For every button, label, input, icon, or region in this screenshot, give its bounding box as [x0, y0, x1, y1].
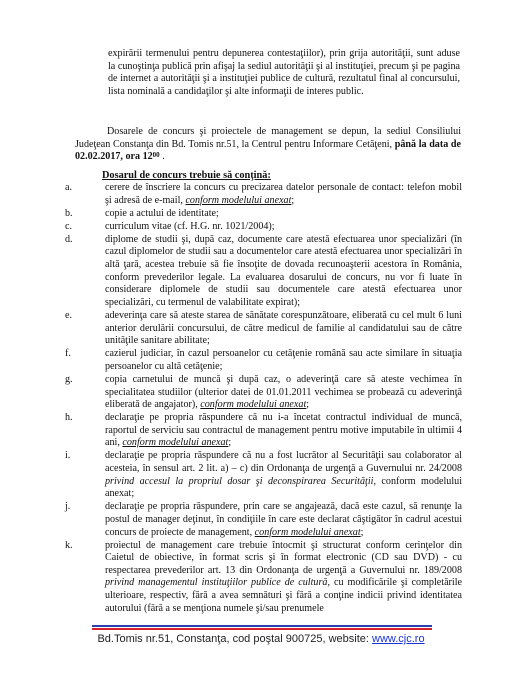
deadline-minutes: 00 [152, 151, 160, 160]
list-item-text: adeverinţa care să ateste starea de sănătate corespunzătoare, eliberată cu cel mult 6 luni anterior derulării concursului, de către medicul de familie al candidatului sau de către unităţile sanitare abilitate; [105, 309, 462, 347]
model-reference: conform modelului anexat [185, 194, 292, 206]
dosare-end: . [159, 151, 165, 163]
list-item [65, 310, 462, 348]
list-item-text: curriculum vitae (cf. H.G. nr. 1021/2004); [105, 220, 275, 232]
list-item [65, 501, 462, 539]
list-item [65, 348, 462, 373]
list-marker: c. [65, 220, 73, 232]
list-marker: g. [65, 373, 73, 385]
list-item [65, 450, 462, 500]
list-item [65, 540, 462, 616]
list-item-suffix: ; [291, 194, 295, 206]
list-item [65, 412, 462, 450]
list-marker: f. [65, 348, 71, 360]
list-item [65, 208, 462, 221]
list-marker: j. [65, 501, 71, 513]
act-title: privind managementul instituţiilor publice de cultură [105, 577, 328, 589]
list-marker: h. [65, 412, 73, 424]
list-item-text: cazierul judiciar, în cazul persoanelor cu cetăţenie română sau acte similare în situaţia persoanelor cu altă cetăţenie; [105, 348, 462, 372]
list-item [65, 374, 462, 412]
list-item-text: proiectul de management care trebuie întocmit şi structurat conform cerinţelor din Caietul de obiective, în format scris şi în format electronic (CD sau DVD) - cu respectarea prevederilor art. 13 din Ordonanţa de urgenţă a Guvernului nr. 189/2008 [105, 539, 462, 576]
list-item-text: declaraţie pe propria răspundere că nu a fost lucrător al Securităţii sau colaborator al acesteia, în sensul art. 2 lit. a) – c) din Ordonanţa de urgenţă a Guvernului nr. 24/2008 [105, 450, 462, 475]
website-link[interactable]: www.cjc.ro [372, 633, 425, 645]
list-marker: b. [65, 207, 73, 219]
deadline-text: până la data de 02.02.2017, ora $12^{00}$ [75, 138, 462, 163]
list-item-text: diplome de studii şi, după caz, documente care atestă efectuarea unor specializări (în cazul diplomelor de studii sau a documentelor care atestă efectuarea unor specializări în altă ţară, acestea trebuie să fie însoţite de dovada recunoaşterii acestora în România, conform prevederilor legale. La evaluarea dosarului de concurs, nu vor fi luate în considerare diplomele de studii sau documentele care atestă efectuarea unor specializări, cu termenul de valabilitate expirat); [105, 233, 462, 308]
model-reference: conform modelului anexat [200, 399, 307, 411]
list-item-text: cerere de înscriere la concurs cu precizarea datelor personale de contact: telefon mobil şi adresă de e-mail, [105, 182, 462, 206]
list-marker: k. [65, 539, 73, 551]
list-item-text: declaraţie pe propria răspundere, prin care se angajează, dacă este cazul, să renunţe la postul de manager deţinut, în condiţiile în care este declarat câştigător în cadrul acestui concurs de proiecte de management, [105, 501, 462, 538]
dosare-text: Dosarele de concurs şi proiectele de management se depun, la sediul Consiliului Judeţean Constanţa din Bd. Tomis nr.51, la Centrul pentru Informare Cetăţeni, [75, 126, 461, 150]
list-item-text: copia carnetului de muncă şi după caz, o adeverinţă care să ateste vechimea în specialitatea studiilor (ulterior datei de 01.01.2011 vechimea se probează cu adeverinţă eliberată de angajator), [105, 373, 462, 411]
list-item [65, 221, 462, 234]
list-marker: d. [65, 233, 73, 245]
list-item [65, 234, 462, 310]
footer-rule-blue [92, 625, 432, 627]
model-reference: conform modelului anexat [254, 526, 361, 538]
list-item-suffix: , conform modelului anexat; [105, 475, 462, 500]
list-item-suffix: ; [306, 399, 310, 411]
footer-address [0, 633, 522, 645]
list-item [65, 182, 462, 207]
model-reference: conform modelului anexat [122, 437, 229, 449]
footer-rule-red [92, 628, 432, 630]
list-item-suffix: , cu modificările şi completările ulterioare, respectiv, fără a avea semnături şi fără a conţine indicii privind identitatea autorului (fără a se menţiona numele şi/sau prenumele [105, 577, 463, 614]
footer-text: Bd.Tomis nr.51, Constanţa, cod poştal 900725, website: [97, 633, 372, 645]
dosare-paragraph [75, 126, 461, 164]
list-marker: e. [65, 309, 73, 321]
list-item-text: copie a actului de identitate; [105, 207, 219, 219]
list-marker: i. [65, 450, 71, 462]
section-heading: Dosarul de concurs trebuie să conţină: [102, 170, 271, 181]
requirements-list [65, 182, 462, 616]
intro-paragraph: expirării termenului pentru depunerea contestaţiilor), prin grija autorităţii, sunt aduse la cunoştinţa publică prin afişaj la sediul autorităţii şi al instituţiei, precum şi pe pagina de internet a autorităţii şi a instituţiei publice de cultură, rezultatul final al concursului, lista nominală a candidaţilor şi alte informaţii de interes public. [108, 48, 460, 97]
list-item-suffix: ; [360, 526, 364, 538]
list-marker: a. [65, 182, 73, 193]
list-item-text: declaraţie pe propria răspundere că nu i-a încetat contractul individual de muncă, raportul de serviciu sau contractul de management pentru motive imputabile în ultimii 4 ani, [105, 412, 462, 449]
act-title: privind accesul la propriul dosar şi deconspirarea Securităţii [105, 475, 374, 487]
list-item-suffix: ; [228, 437, 232, 449]
